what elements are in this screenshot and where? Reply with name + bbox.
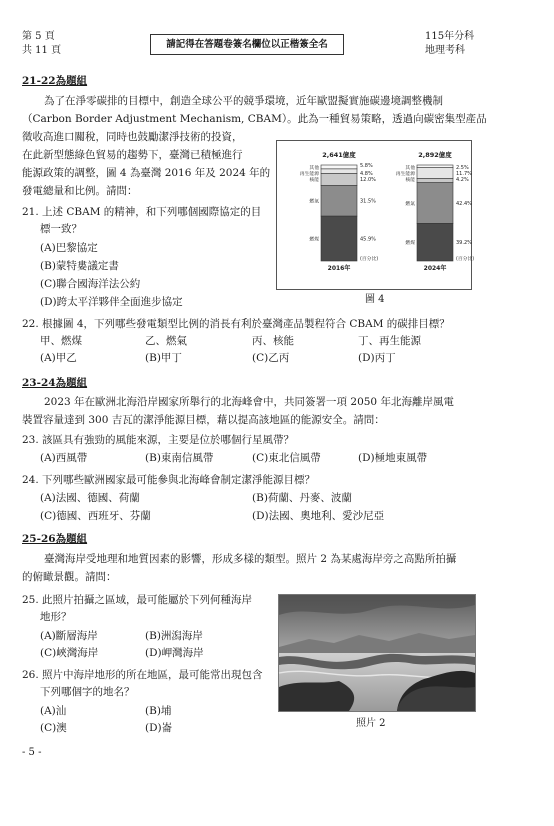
paragraph-line: 在此新型態綠色貿易的趨勢下，臺灣已積極進行 [22, 149, 243, 161]
paragraph-line: （Carbon Border Adjustment Mechanism, CBAM）。此為一種貿易策略，透過向碳密集型產品 [22, 113, 487, 125]
segment-value-label: 11.7% [456, 171, 472, 177]
figure-4-svg [277, 141, 475, 289]
q22-option-b[interactable]: (B)甲丁 [145, 352, 182, 364]
q21-option-c[interactable]: (C)聯合國海洋法公約 [40, 278, 141, 290]
segment-label: 燃煤 [309, 237, 319, 243]
segment-value-label: 42.4% [456, 201, 472, 208]
bar-segment [417, 179, 453, 183]
q21-option-d[interactable]: (D)跨太平洋夥伴全面進步協定 [40, 296, 183, 308]
segment-label: 燃氣 [405, 202, 415, 208]
q22-option-c[interactable]: (C)乙丙 [252, 352, 290, 364]
bar-total-label: 2,641億度 [322, 151, 356, 159]
segment-label: 核能 [405, 178, 415, 183]
question-22: 22. 根據圖 4，下列哪些發電類型比例的消長有利於臺灣產品製程符合 CBAM 的碳排目標？ [22, 318, 450, 330]
bar-segment [417, 183, 453, 224]
subject-label: 地理考科 [425, 45, 465, 56]
paragraph-line: 裝置容量達到 300 吉瓦的潔淨能源目標，藉以提高該地區的能源安全。請問： [22, 414, 385, 426]
segment-label: 再生能源 [395, 172, 415, 177]
question-21-cont: 標一致？ [40, 223, 82, 235]
paragraph-line: 臺灣海岸受地理和地質因素的影響，形成多樣的類型。照片 2 為某處海岸旁之高點所拍攝 [44, 553, 457, 565]
q24-option-b[interactable]: (B)荷蘭、丹麥、波蘭 [252, 492, 352, 504]
q26-option-d[interactable]: (D)崙 [145, 722, 173, 734]
group-title-23-24: 23-24為題組 [22, 377, 88, 389]
bar-segment [321, 216, 357, 261]
q22-item-2: 乙、燃氣 [145, 335, 187, 347]
bar-segment [417, 167, 453, 178]
paragraph-line: 發電總量和比例。請問： [22, 185, 138, 197]
segment-label: 再生能源 [299, 172, 319, 177]
bar-segment [417, 165, 453, 167]
q23-option-c[interactable]: (C)東北信風帶 [252, 452, 321, 464]
question-25-cont: 地形？ [40, 611, 72, 623]
bar-year-label: 2016年 [327, 265, 351, 272]
q26-option-c[interactable]: (C)澳 [40, 722, 67, 734]
question-26: 26. 照片中海岸地形的所在地區，最可能常出現包含 [22, 669, 263, 681]
q26-option-a[interactable]: (A)汕 [40, 705, 67, 717]
q24-option-a[interactable]: (A)法國、德國、荷蘭 [40, 492, 140, 504]
page-number: - 5 - [22, 747, 42, 758]
q25-option-c[interactable]: (C)峽灣海岸 [40, 647, 99, 659]
segment-value-label: 12.0% [360, 177, 376, 183]
bar-segment [321, 169, 357, 174]
q24-option-c[interactable]: (C)德國、西班牙、芬蘭 [40, 510, 151, 522]
q23-option-b[interactable]: (B)東南信風帶 [145, 452, 214, 464]
photo-2-caption: 照片 2 [356, 718, 386, 729]
q22-option-d[interactable]: (D)丙丁 [358, 352, 396, 364]
paragraph-line: 徵收高進口關稅，同時也鼓勵潔淨技術的投資， [22, 131, 243, 143]
bar-total-label: 2,892億度 [418, 151, 452, 159]
segment-value-label: 31.5% [360, 198, 376, 205]
segment-value-label: 45.9% [360, 236, 376, 243]
segment-value-label: 4.2% [456, 177, 469, 183]
q22-option-a[interactable]: (A)甲乙 [40, 352, 77, 364]
paragraph-line: 的俯瞰景觀。請問： [22, 571, 117, 583]
q26-option-b[interactable]: (B)埔 [145, 705, 172, 717]
q25-option-b[interactable]: (B)洲潟海岸 [145, 630, 203, 642]
q21-option-b[interactable]: (B)蒙特婁議定書 [40, 260, 119, 272]
q25-option-a[interactable]: (A)斷層海岸 [40, 630, 98, 642]
bar-segment [321, 165, 357, 169]
question-25: 25. 此照片拍攝之區域，最可能屬於下列何種海岸 [22, 594, 253, 606]
q22-item-4: 丁、再生能源 [358, 335, 421, 347]
question-24: 24. 下列哪些歐洲國家最可能參與北海峰會制定潔淨能源目標？ [22, 474, 316, 486]
q24-option-d[interactable]: (D)法國、奧地利、愛沙尼亞 [252, 510, 385, 522]
segment-label: 其他 [309, 166, 319, 171]
q21-option-a[interactable]: (A)巴黎協定 [40, 242, 98, 254]
paragraph-line: 能源政策的調整，圖 4 為臺灣 2016 年及 2024 年的 [22, 167, 271, 179]
unit-note: (百分比) [456, 257, 475, 262]
q23-option-a[interactable]: (A)西風帶 [40, 452, 88, 464]
paragraph-line: 為了在淨零碳排的目標中，創造全球公平的競爭環境，近年歐盟擬實施碳邊境調整機制 [44, 95, 443, 107]
photo-2-coastal-landscape [278, 594, 476, 712]
segment-value-label: 5.8% [360, 163, 373, 169]
question-23: 23. 該區具有強勁的風能來源，主要是位於哪個行星風帶？ [22, 434, 295, 446]
segment-value-label: 4.8% [360, 171, 373, 177]
group-title-25-26: 25-26為題組 [22, 533, 88, 545]
segment-label: 核能 [309, 178, 319, 183]
q22-item-1: 甲、燃煤 [40, 335, 82, 347]
q23-option-d[interactable]: (D)極地東風帶 [358, 452, 428, 464]
page-label: 第 5 頁 [22, 31, 55, 42]
total-pages-label: 共 11 頁 [22, 45, 62, 56]
segment-label: 燃煤 [405, 241, 415, 247]
coastal-photo-image [279, 595, 475, 711]
bar-segment [417, 223, 453, 261]
bar-year-label: 2024年 [423, 265, 447, 272]
bar-segment [321, 185, 357, 216]
question-26-cont: 下列哪個字的地名？ [40, 686, 135, 698]
bar-segment [321, 174, 357, 186]
exam-year: 115年分科 [425, 31, 475, 42]
segment-label: 燃氣 [309, 199, 319, 205]
figure-4-chart [276, 140, 475, 290]
figure-4-caption: 圖 4 [365, 294, 385, 305]
segment-value-label: 2.5% [456, 165, 469, 171]
paragraph-line: 2023 年在歐洲北海沿岸國家所舉行的北海峰會中，共同簽署一項 2050 年北海離岸風電 [44, 396, 454, 408]
unit-note: (百分比) [360, 257, 379, 262]
q22-item-3: 丙、核能 [252, 335, 294, 347]
question-21: 21. 上述 CBAM 的精神，和下列哪個國際協定的目 [22, 206, 262, 218]
segment-value-label: 39.2% [456, 240, 472, 247]
sign-notice-box: 請記得在答題卷簽名欄位以正楷簽全名 [150, 34, 344, 55]
segment-label: 其他 [405, 166, 415, 171]
group-title-21-22: 21-22為題組 [22, 75, 88, 87]
q25-option-d[interactable]: (D)岬灣海岸 [145, 647, 204, 659]
